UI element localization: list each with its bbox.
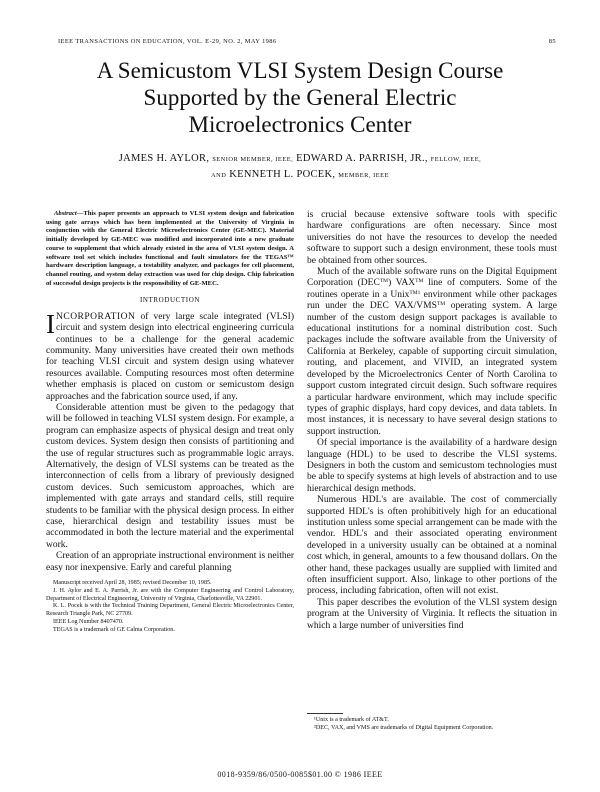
author-aylor-role: SENIOR MEMBER, IEEE, [212,156,294,163]
left-column [46,210,294,635]
footnote-dec: ²DEC, VAX, and VMS are trademarks of Digital Equipment Corporation. [314,724,494,731]
journal-citation: IEEE TRANSACTIONS ON EDUCATION, VOL. E-29, NO. 2, MAY 1986 [58,38,277,45]
author-pocek: KENNETH L. POCEK, [229,169,336,180]
right-column [307,210,557,632]
trademark-mark: TM [415,278,424,285]
paper-title [40,57,560,138]
author-and: AND [211,172,227,179]
left-footnotes [46,580,294,635]
title-line-3: Microelectronics Center [188,112,412,137]
para2-part-c: line of computers. Some of the routines operate in a Unix [307,278,558,300]
right-footnotes [307,710,557,733]
footnote-ieee-log: IEEE Log Number 8407470. [53,619,124,626]
trademark-mark: TM [379,278,389,285]
para2-part-b: ) VAX [388,278,416,289]
footnote-tegas: TEGAS is a trademark of GE Calma Corporation. [53,626,175,633]
title-line-2: Supported by the General Electric [143,85,457,110]
page-number: 85 [548,38,556,45]
author-pocek-role: MEMBER, IEEE [338,172,389,179]
footnote-aylor-parrish: J. H. Aylor and E. A. Parrish, Jr. are with the Computer Engineering and Control Laboratory, Department of Electrical Engineering, University of Virginia, Charlottesville, VA 22901. [46,587,294,602]
right-paragraph-3: Of special importance is the availability of a hardware design language (HDL) to be used to describe the VLSI systems. Designers in both the custom and semicustom technologies must be able to specify systems at high levels of abstraction and to use hierarchical design methods. [307,438,557,494]
author-block [40,151,560,183]
right-paragraph-1: is crucial because extensive software tools with specific hardware configurations are often necessary. Since most universities do not have the resources to develop the needed software to support such a design environment, these tools must be obtained from other sources. [307,210,557,266]
author-line-2 [40,167,560,183]
author-parrish: EDWARD A. PARRISH, JR., [296,153,428,164]
drop-cap: I [46,308,55,339]
intro-paragraph-1 [46,308,294,403]
para2-part-d: environment while other packages run under the DEC VAX/VMS [307,289,557,312]
para2-part-e: operating system. A large number of the custom design support packages is available to educational institutions for a nominal distribution cost. Such packages include the software available from the University of California at Berkeley, capable of supporting circuit simulation, routing, and placement, and VIVID, an integrated system developed by the Microelectronics Center of North Carolina to support custom integrated circuit design. Such software requires a particular hardware environment, which may include specific types of graphic displays, hard copy devices, and data tablets. In most instances, it is necessary to have several design stations to support instruction. [307,301,557,437]
title-line-1: A Semicustom VLSI System Design Course [96,58,504,83]
first-word: NCORPORATION [56,311,136,322]
right-paragraph-4: Numerous HDL's are available. The cost of commercially supported HDL's is often prohibitively high for an educational institution unless some special arrangement can be made with the vendor. HDL's and their associated operating environment developed in a university usually can be obtained at a nominal cost which, in general, amounts to a few thousand dollars. On the other hand, these packages usually are supplied with limited and often insufficient support. Also, linkage to other portions of the process, including fabrication, often will not exist. [307,495,557,597]
author-parrish-role: FELLOW, IEEE, [430,156,482,163]
right-paragraph-5: This paper describes the evolution of the VLSI system design program at the University of Virginia. It reflects the situation in which a large number of universities find [307,597,557,631]
author-aylor: JAMES H. AYLOR, [118,153,210,164]
section-heading-introduction: INTRODUCTION [139,296,201,305]
intro-paragraph-2: Considerable attention must be given to the pedagogy that will be followed in teaching VLSI system design. For example, a program can emphasize aspects of physical design and treat only custom devices. System design then consists of partitioning and the use of regular structures such as programmable logic arrays. Alternatively, the design of VLSI systems can be treated as the interconnection of cells from a library of previously designed custom devices. Such semicustom approaches, which are implemented with gate arrays and standard cells, still require students to be familiar with the physical design process. In either case, hierarchical design and testability issues must be accommodated in both the lecture material and the experimental work. [46,402,294,550]
copyright-line: 0018-9359/86/0500-0085$01.00 © 1986 IEEE [217,770,383,779]
right-paragraph-2 [307,267,557,438]
author-line-1 [40,151,560,167]
trademark-mark: TM1 [409,289,421,296]
footnote-rule [307,713,343,714]
running-header [58,38,556,45]
intro-paragraph-1-text: of very large scale integrated (VLSI) circuit and system design into electrical engineering curricula continues to be a challenge for the general academic community. Many universities have created their own methods for teaching VLSI circuit and system design using whatever resources available. Computing resources most often determine whether emphasis is placed on custom or semicustom design approaches and the fabrication source used, if any. [46,311,294,402]
footnote-unix: ¹Unix is a trademark of AT&T. [314,717,389,723]
trademark-mark: TM [436,301,446,308]
intro-paragraph-3: Creation of an appropriate instructional environment is neither easy nor inexpensive. Early and careful planning [46,551,294,573]
abstract [46,210,294,288]
abstract-text: —This paper presents an approach to VLSI system design and fabrication using gate arrays which has been implemented at the University of Virginia in conjunction with the General Electric Microelectronics Center (GE-MEC). Material initially developed by GE-MEC was modified and incorporated into a new graduate course to supplement that which already existed in the area of VLSI system design. A software tool set which includes functional and fault simulators for the TEGAS™ hardware description language, a testability analyzer, and packages for cell placement, channel routing, and system delay extraction was used for chip design. Chip fabrication of successful design projects is the responsibility of GE-MEC. [46,210,294,287]
para2-part-a: Much of the available software runs on the Digital Equipment Corporation (DEC [307,267,557,289]
footnote-pocek: K. L. Pocek is with the Technical Training Department, General Electric Microelectronics Center, Research Triangle Park, NC 27709. [46,603,294,618]
abstract-label: Abstract [54,210,77,217]
footnote-manuscript: Manuscript received April 28, 1985; revised December 10, 1985. [53,580,212,587]
